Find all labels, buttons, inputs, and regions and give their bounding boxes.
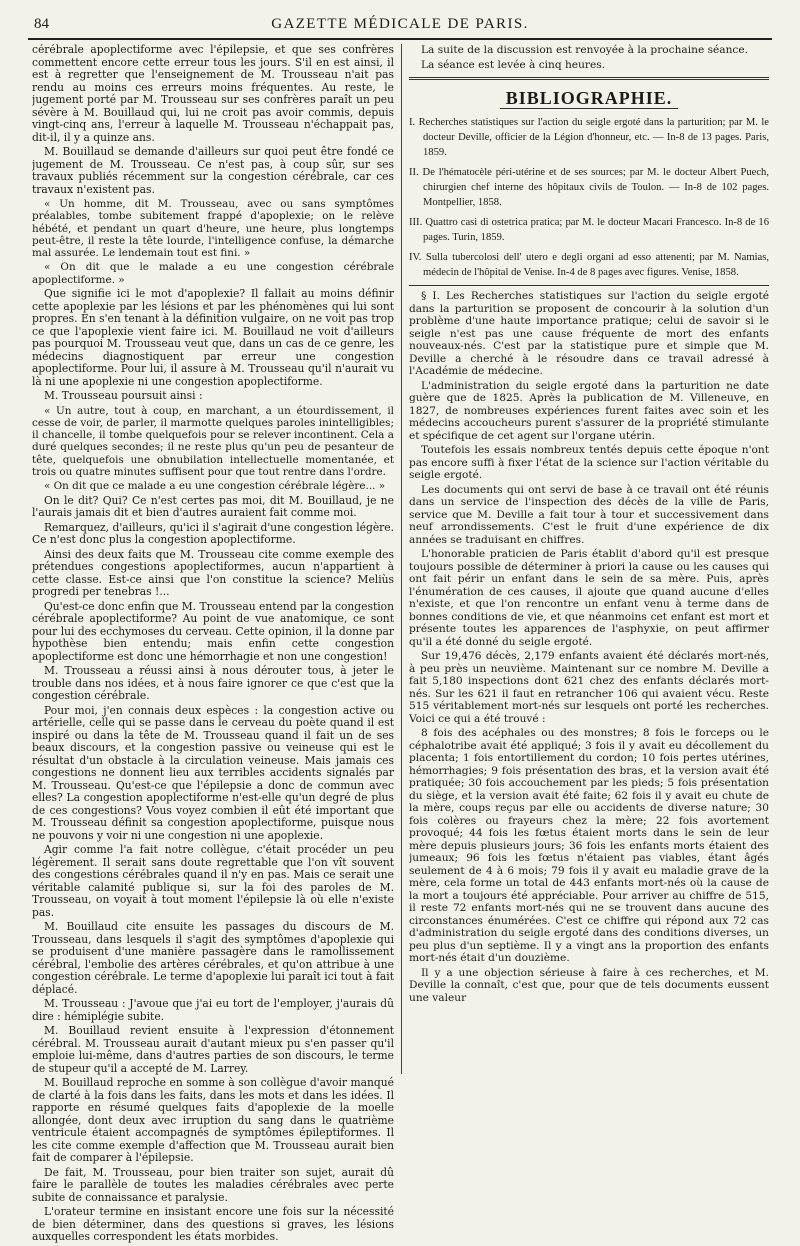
- page-header: [28, 14, 772, 40]
- paragraph: M. Bouillaud reproche en somme à son collègue d'avoir manqué de clarté à la fois dans les faits, dans les mots et dans les idées. Il rapporte en résumé quelques faits d'apoplexie de la moelle allongée, dont deux avec irruption du sang dans le quatrième ventricule étaient accompagnés de symptômes épileptiformes. Il les cite comme exemple d'affection que M. Trousseau aurait bien fait de comparer à l'épilepsie.: [32, 1076, 394, 1165]
- paragraph: Les documents qui ont servi de base à ce travail ont été réunis dans un service de l'inspection des décès de la ville de Paris, service que M. Deville a fait tour à tour et successivement dans neuf arrondissements. C'est le fruit d'une expérience de dix années se traduisant en chiffres.: [409, 483, 769, 546]
- paragraph: L'administration du seigle ergoté dans la parturition ne date guère que de 1825. Après la publication de M. Villeneuve, en 1827, de nombreuses expériences furent faites avec soin et les médecins accoucheurs purent s'assurer de la propriété stimulante et spécifique de cet agent sur l'organe utérin.: [409, 379, 769, 442]
- paragraph: § I. Les Recherches statistiques sur l'action du seigle ergoté dans la parturition se proposent de concourir à la solution d'un problème d'une haute importance pratique; celui de savoir si le seigle n'est pas une cause fréquente de mort des enfants nouveaux-nés. C'est par la statistique pure et simple que M. Deville a cherché à le résoudre dans ce travail adressé à l'Académie de médecine.: [409, 290, 769, 377]
- bibliography-heading: BIBLIOGRAPHIE.: [500, 88, 679, 109]
- bibliography-entry: II. De l'hématocèle péri-utérine et de ses sources; par M. le docteur Albert Puech, chirurgien chef interne des hôpitaux civils de Toulon. — In-8 de 102 pages. Montpellier, 1858.: [409, 167, 769, 208]
- journal-title: GAZETTE MÉDICALE DE PARIS.: [271, 16, 529, 32]
- divider: [409, 285, 769, 286]
- paragraph: On le dit? Qui? Ce n'est certes pas moi, dit M. Bouillaud, je ne l'aurais jamais dit et bien d'autres auraient fait comme moi.: [32, 493, 394, 520]
- page-number: 84: [34, 16, 49, 32]
- paragraph: cérébrale apoplectiforme avec l'épilepsie, et que ses confrères commettent encore cette erreur tous les jours. S'il en est ainsi, il est à regretter que l'enseignement de M. Trousseau n'ait pas rendu au moins ces erreurs moins fréquentes. Au reste, le jugement porté par M. Trousseau sur ses confrères paraît un peu sévère à M. Bouillaud qui, lui ne croit pas avoir commis, depuis vingt-cinq ans, l'erreur à laquelle M. Trousseau n'échappait pas, dit-il, il y a quinze ans.: [32, 44, 394, 144]
- paragraph: Pour moi, j'en connais deux espèces : la congestion active ou artérielle, celle qui se passe dans le cerveau du poète quand il est inspiré ou dans la tête de M. Trousseau quand il fait un de ses beaux discours, et la congestion passive ou veineuse qui est le résultat d'un obstacle à la circulation veineuse. Mais jamais ces congestions ne donnent lieu aux terribles accidents signalés par M. Trousseau. Qu'est-ce que l'épilepsie a donc de commun avec elles? La congestion apoplectiforme n'est-elle qu'un degré de plus de ces congestions? Vous voyez combien il eût été important que M. Trousseau définit sa congestion apoplectiforme, puisque nous ne pouvons y voir ni une congestion ni une apoplexie.: [32, 703, 394, 842]
- paragraph: M. Bouillaud cite ensuite les passages du discours de M. Trousseau, dans lesquels il s'agit des symptômes d'apoplexie qui se produisent d'une manière passagère dans le ramollissement cérébral, l'embolie des artères cérébrales, et qu'on attribue à une congestion cérébrale. Le terme d'apoplexie lui paraît ici tout à fait déplacé.: [32, 920, 394, 996]
- paragraph: M. Trousseau a réussi ainsi à nous dérouter tous, à jeter le trouble dans nos idées, et à nous faire ignorer ce que c'est que la congestion cérébrale.: [32, 664, 394, 703]
- paragraph: L'honorable praticien de Paris établit d'abord qu'il est presque toujours possible de déterminer à priori la cause ou les causes qui ont fait périr un enfant dans le sein de sa mère. Puis, après l'énumération de ces causes, il ajoute que quand aucune d'elles n'existe, et que l'on rencontre un enfant venu à terme dans de bonnes conditions de vie, et que néanmoins cet enfant est mort et présente toutes les apparences de l'asphyxie, on peut affirmer qu'il a été donné du seigle ergoté.: [409, 548, 769, 648]
- column-divider: [401, 44, 402, 1074]
- paragraph: Sur 19,476 décès, 2,179 enfants avaient été déclarés mort-nés, à peu près un neuvième. Maintenant sur ce nombre M. Deville a fait 5,180 inspections dont 621 chez des enfants déclarés mort-nés. Sur les 621 il faut en retrancher 106 qui avaient vécu. Reste 515 véritablement mort-nés sur lesquels ont porté les recherches. Voici ce qui a été trouvé :: [409, 650, 769, 725]
- paragraph: La séance est levée à cinq heures.: [421, 58, 606, 71]
- paragraph: Que signifie ici le mot d'apoplexie? Il fallait au moins définir cette apoplexie par les lésions et par les phénomènes qui lui sont propres. En s'en tenant à la définition vulgaire, on ne voit pas trop ce que l'apoplexie vient faire ici. M. Bouillaud ne voit d'ailleurs pas pourquoi M. Trousseau veut que, dans un cas de ce genre, les médecins diagnostiquent par erreur une congestion apoplectiforme. Pour lui, il assure à M. Trousseau qu'il n'aurait vu là ni une apoplexie ni une congestion apoplectiforme.: [32, 287, 394, 388]
- bibliography-entry: IV. Sulla tubercolosi dell' utero e degli organi ad esso attenenti; par M. Namias, médecin de l'hôpital de Venise. In-4 de 8 pages avec figures. Venise, 1858.: [409, 252, 769, 278]
- paragraph: 8 fois des acéphales ou des monstres; 8 fois le forceps ou le céphalotribe avait été appliqué; 3 fois il y avait eu décollement du placenta; 1 fois entortillement du cordon; 10 fois pertes utérines, hémorrhagies; 9 fois présentation des bras, et la version avait été pratiquée; 30 fois accouchement par les pieds; 5 fois présentation du siège, et la version avait été faite; 62 fois il y avait eu chute de la mère, coups reçus par elle ou accidents de diverse nature; 30 fois colères ou frayeurs chez la mère; 22 fois avortement provoqué; 44 fois les fœtus étaient morts dans le sein de leur mère depuis plusieurs jours; 36 fois les enfants morts étaient des jumeaux; 96 fois les fœtus n'étaient pas viables, étant âgés seulement de 4 à 6 mois; 79 fois il y avait eu maladie grave de la mère, cela forme un total de 443 enfants mort-nés où la cause de la mort a toujours été appréciable. Pour arriver au chiffre de 515, il reste 72 enfants mort-nés qui ne se trouvent dans aucune des circonstances énumérées. C'est ce chiffre qui répond aux 72 cas d'administration du seigle ergoté dans des conditions diverses, un peu plus d'un septième. Il y a vingt ans la proportion des enfants mort-nés était d'un douzième.: [409, 727, 769, 964]
- right-column: [409, 44, 769, 1006]
- paragraph: Qu'est-ce donc enfin que M. Trousseau entend par la congestion cérébrale apoplectiforme? Au point de vue anatomique, ce sont pour lui des ecchymoses du cerveau. Cette opinion, il la donne par hypothèse bien entendu; mais enfin cette congestion apoplectiforme est donc une hémorrhagie et non une congestion!: [32, 599, 394, 663]
- paragraph: Il y a une objection sérieuse à faire à ces recherches, et M. Deville la connaît, c'est que, pour que de tels documents eussent une valeur: [409, 966, 769, 1004]
- paragraph: L'orateur termine en insistant encore une fois sur la nécessité de bien déterminer, dans des questions si graves, les lésions auxquelles correspondent les états morbides.: [32, 1205, 394, 1244]
- paragraph: De fait, M. Trousseau, pour bien traiter son sujet, aurait dû faire le parallèle de toutes les maladies cérébrales avec perte subite de connaissance et paralysie.: [32, 1165, 394, 1204]
- quote-paragraph: « On dit que le malade a eu une congestion cérébrale apoplectiforme. »: [32, 261, 394, 286]
- paragraph: M. Trousseau poursuit ainsi :: [44, 389, 203, 403]
- quote-paragraph: « Un autre, tout à coup, en marchant, a un étourdissement, il cesse de voir, de parler, il marmotte quelques paroles inintelligibles; il chancelle, il tombe quelquefois pour se relever incontinent. Cela a duré quelques secondes; il ne reste plus qu'un peu de pesanteur de tête, quelquefois une obnubilation intellectuelle momentanée, et trois ou quatre minutes suffisent pour que tout rentre dans l'ordre.: [32, 404, 394, 479]
- bibliography-entry: I. Recherches statistiques sur l'action du seigle ergoté dans la parturition; par M. le docteur Deville, officier de la Légion d'honneur, etc. — In-8 de 13 pages. Paris, 1859.: [409, 117, 769, 158]
- left-column: [32, 44, 394, 1246]
- paragraph: Toutefois les essais nombreux tentés depuis cette époque n'ont pas encore suffi à fixer l'état de la science sur l'action véritable du seigle ergoté.: [409, 444, 769, 481]
- paragraph: Ainsi des deux faits que M. Trousseau cite comme exemple des prétendues congestions apoplectiformes, aucun n'appartient à cette classe. Est-ce ainsi que l'on constitue la science? Meliùs progredi per tenebras !...: [32, 547, 394, 599]
- quote-paragraph: « On dit que ce malade a eu une congestion cérébrale légère... »: [44, 480, 386, 493]
- section-title: [409, 88, 769, 109]
- paragraph: Remarquez, d'ailleurs, qu'ici il s'agirait d'une congestion légère. Ce n'est donc plus la congestion apoplectiforme.: [32, 520, 394, 547]
- paragraph: M. Trousseau : J'avoue que j'ai eu tort de l'employer, j'aurais dû dire : hémiplégie subite.: [32, 997, 394, 1023]
- bibliography-entry: III. Quattro casi di ostetrica pratica; par M. le docteur Macari Francesco. In-8 de 16 pages. Turin, 1859.: [409, 217, 769, 243]
- quote-paragraph: « Un homme, dit M. Trousseau, avec ou sans symptômes préalables, tombe subitement frappé d'apoplexie; on le relève hébété, et pendant un quart d'heure, une heure, plus longtemps peut-être, il reste la tête lourde, l'intelligence confuse, la démarche mal assurée. Le lendemain tout est fini. »: [32, 198, 394, 260]
- paragraph: M. Bouillaud se demande d'ailleurs sur quoi peut être fondé ce jugement de M. Trousseau. Ce n'est pas, à coup sûr, sur ses travaux publiés récemment sur la congestion cérébrale, car ces travaux n'existent pas.: [32, 145, 394, 196]
- paragraph: Agir comme l'a fait notre collègue, c'était procéder un peu légèrement. Il serait sans doute regrettable que l'on vît souvent des congestions cérébrales quand il n'y en pas. Mais ce serait une véritable calamité publique si, sur la foi des paroles de M. Trousseau, on voyait à tout moment l'épilepsie là où elle n'existe pas.: [32, 843, 394, 919]
- paragraph: M. Bouillaud revient ensuite à l'expression d'étonnement cérébral. M. Trousseau aurait d'autant mieux pu s'en passer qu'il emploie lui-même, dans d'autres parties de son discours, le terme de stupeur qu'il a accepté de M. Larrey.: [32, 1024, 394, 1075]
- paragraph: La suite de la discussion est renvoyée à la prochaine séance.: [421, 44, 748, 56]
- section-divider: [409, 77, 769, 80]
